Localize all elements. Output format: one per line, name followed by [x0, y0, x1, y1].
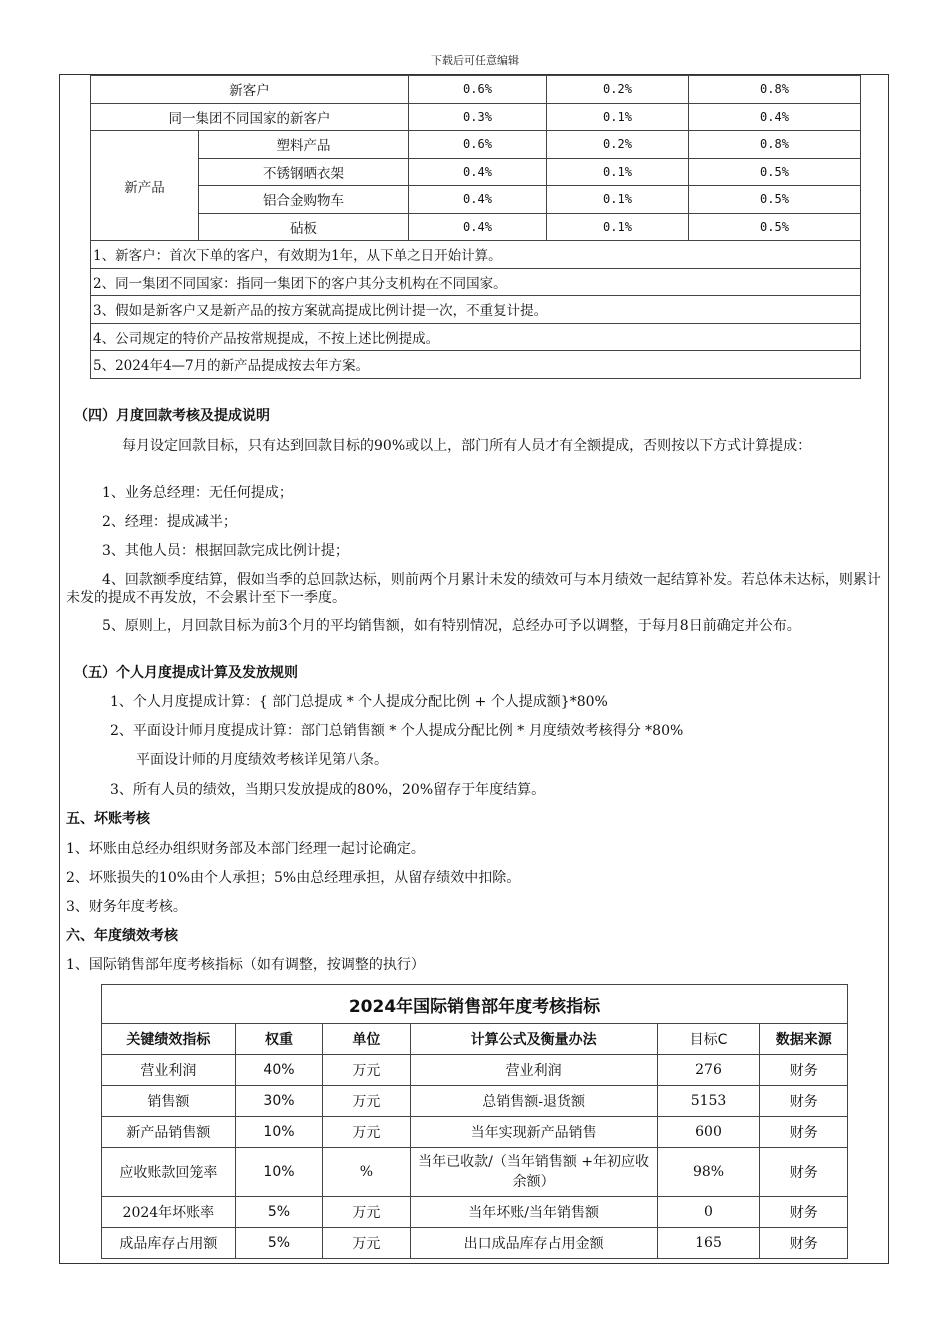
kpi-unit: 万元 — [323, 1197, 410, 1228]
rate-cell: 0.1% — [547, 103, 689, 131]
kpi-target: 98% — [657, 1148, 760, 1197]
kpi-target: 0 — [657, 1197, 760, 1228]
note-row — [91, 241, 861, 269]
kpi-weight: 5% — [235, 1228, 322, 1259]
table-row — [102, 1086, 848, 1117]
header-note: 下载后可任意编辑 — [431, 54, 519, 67]
kpi-name: 应收账款回笼率 — [102, 1148, 236, 1197]
bad-debt-title: 五、坏账考核 — [66, 811, 150, 827]
kpi-source: 财务 — [760, 1148, 848, 1197]
annual-item: 1、国际销售部年度考核指标（如有调整，按调整的执行） — [66, 957, 425, 973]
table-row — [91, 131, 861, 159]
table-note: 2、同一集团不同国家：指同一集团下的客户其分支机构在不同国家。 — [91, 268, 861, 296]
rate-cell: 0.4% — [409, 186, 547, 214]
rate-cell: 0.6% — [409, 76, 547, 104]
rate-cell: 0.1% — [547, 158, 689, 186]
kpi-unit: 万元 — [323, 1086, 410, 1117]
kpi-target: 5153 — [657, 1086, 760, 1117]
section-4-item: 5、原则上，月回款目标为前3个月的平均销售额，如有特别情况，总经办可予以调整，于每月8日前确定并公布。 — [102, 618, 801, 634]
kpi-formula: 当年已收款/（当年销售额 +年初应收余额） — [410, 1148, 657, 1197]
rate-cell: 0.3% — [409, 103, 547, 131]
kpi-weight: 40% — [235, 1055, 322, 1086]
bad-debt-item: 3、财务年度考核。 — [66, 899, 187, 915]
annual-kpi-table — [101, 984, 848, 1259]
rate-cell: 0.4% — [409, 213, 547, 241]
rate-cell: 0.1% — [547, 186, 689, 214]
section-5-title: （五）个人月度提成计算及发放规则 — [74, 665, 298, 681]
section-4-title: （四）月度回款考核及提成说明 — [74, 408, 270, 424]
rate-cell: 0.1% — [547, 213, 689, 241]
note-row — [91, 351, 861, 379]
kpi-formula: 总销售额-退货额 — [410, 1086, 657, 1117]
note-row — [91, 323, 861, 351]
section-4-item: 1、业务总经理：无任何提成； — [102, 485, 293, 501]
table-header-row — [102, 1024, 848, 1055]
kpi-unit: % — [323, 1148, 410, 1197]
table-row — [91, 103, 861, 131]
column-header: 目标C — [657, 1024, 760, 1055]
rate-cell: 0.6% — [409, 131, 547, 159]
column-header: 单位 — [323, 1024, 410, 1055]
kpi-source: 财务 — [760, 1197, 848, 1228]
rate-cell: 0.8% — [689, 76, 861, 104]
row-label: 新客户 — [91, 76, 409, 104]
rate-cell: 0.5% — [689, 158, 861, 186]
note-row — [91, 268, 861, 296]
table-note: 5、2024年4—7月的新产品提成按去年方案。 — [91, 351, 861, 379]
rate-cell: 0.5% — [689, 213, 861, 241]
kpi-source: 财务 — [760, 1228, 848, 1259]
table-row — [91, 158, 861, 186]
table-title: 2024年国际销售部年度考核指标 — [102, 985, 848, 1024]
rate-cell: 0.4% — [689, 103, 861, 131]
section-4-item: 4、回款额季度结算，假如当季的总回款达标，则前两个月累计未发的绩效可与本月绩效一起结算补发。若总体未达标，则累计未发的提成不再发放，不会累计至下一季度。 — [66, 572, 881, 606]
kpi-source: 财务 — [760, 1117, 848, 1148]
product-label: 砧板 — [199, 213, 409, 241]
table-note: 4、公司规定的特价产品按常规提成，不按上述比例提成。 — [91, 323, 861, 351]
kpi-name: 新产品销售额 — [102, 1117, 236, 1148]
rate-cell: 0.5% — [689, 186, 861, 214]
table-row — [91, 76, 861, 104]
table-title-row — [102, 985, 848, 1024]
kpi-source: 财务 — [760, 1086, 848, 1117]
table-row — [102, 1228, 848, 1259]
kpi-source: 财务 — [760, 1055, 848, 1086]
section-5-item: 2、平面设计师月度提成计算：部门总销售额 * 个人提成分配比例 * 月度绩效考核得分 *80% — [110, 723, 684, 739]
bad-debt-item: 1、坏账由总经办组织财务部及本部门经理一起讨论确定。 — [66, 841, 425, 857]
section-4-item: 3、其他人员：根据回款完成比例计提； — [102, 543, 349, 559]
bad-debt-item: 2、坏账损失的10%由个人承担；5%由总经理承担，从留存绩效中扣除。 — [66, 870, 521, 886]
product-label: 不锈钢晒衣架 — [199, 158, 409, 186]
table-note: 1、新客户：首次下单的客户，有效期为1年，从下单之日开始计算。 — [91, 241, 861, 269]
kpi-target: 600 — [657, 1117, 760, 1148]
kpi-name: 营业利润 — [102, 1055, 236, 1086]
kpi-unit: 万元 — [323, 1117, 410, 1148]
annual-title: 六、年度绩效考核 — [66, 928, 178, 944]
rate-cell: 0.2% — [547, 76, 689, 104]
kpi-formula: 当年坏账/当年销售额 — [410, 1197, 657, 1228]
rate-cell: 0.8% — [689, 131, 861, 159]
table-row — [102, 1117, 848, 1148]
kpi-weight: 30% — [235, 1086, 322, 1117]
kpi-weight: 10% — [235, 1117, 322, 1148]
kpi-formula: 营业利润 — [410, 1055, 657, 1086]
commission-rate-table — [90, 75, 861, 379]
section-5-item: 1、个人月度提成计算：{ 部门总提成 * 个人提成分配比例 + 个人提成额}*80% — [110, 694, 608, 710]
kpi-name: 成品库存占用额 — [102, 1228, 236, 1259]
column-header: 数据来源 — [760, 1024, 848, 1055]
rate-cell: 0.2% — [547, 131, 689, 159]
section-5-item: 平面设计师的月度绩效考核详见第八条。 — [136, 752, 388, 768]
column-header: 关键绩效指标 — [102, 1024, 236, 1055]
column-header: 权重 — [235, 1024, 322, 1055]
kpi-weight: 10% — [235, 1148, 322, 1197]
table-row — [91, 186, 861, 214]
kpi-name: 销售额 — [102, 1086, 236, 1117]
kpi-unit: 万元 — [323, 1228, 410, 1259]
kpi-formula: 当年实现新产品销售 — [410, 1117, 657, 1148]
table-row — [102, 1055, 848, 1086]
section-4-intro: 每月设定回款目标，只有达到回款目标的90%或以上，部门所有人员才有全额提成，否则按以下方式计算提成： — [122, 438, 812, 454]
kpi-formula: 出口成品库存占用金额 — [410, 1228, 657, 1259]
kpi-target: 276 — [657, 1055, 760, 1086]
note-row — [91, 296, 861, 324]
table-row — [102, 1197, 848, 1228]
section-5-item: 3、所有人员的绩效，当期只发放提成的80%，20%留存于年度结算。 — [110, 782, 546, 798]
new-product-group-label: 新产品 — [91, 131, 199, 241]
product-label: 塑料产品 — [199, 131, 409, 159]
row-label: 同一集团不同国家的新客户 — [91, 103, 409, 131]
table-row — [102, 1148, 848, 1197]
table-note: 3、假如是新客户又是新产品的按方案就高提成比例计提一次，不重复计提。 — [91, 296, 861, 324]
kpi-weight: 5% — [235, 1197, 322, 1228]
rate-cell: 0.4% — [409, 158, 547, 186]
section-4-item: 2、经理：提成减半； — [102, 514, 237, 530]
kpi-unit: 万元 — [323, 1055, 410, 1086]
column-header: 计算公式及衡量办法 — [410, 1024, 657, 1055]
kpi-target: 165 — [657, 1228, 760, 1259]
table-row — [91, 213, 861, 241]
kpi-name: 2024年坏账率 — [102, 1197, 236, 1228]
product-label: 铝合金购物车 — [199, 186, 409, 214]
